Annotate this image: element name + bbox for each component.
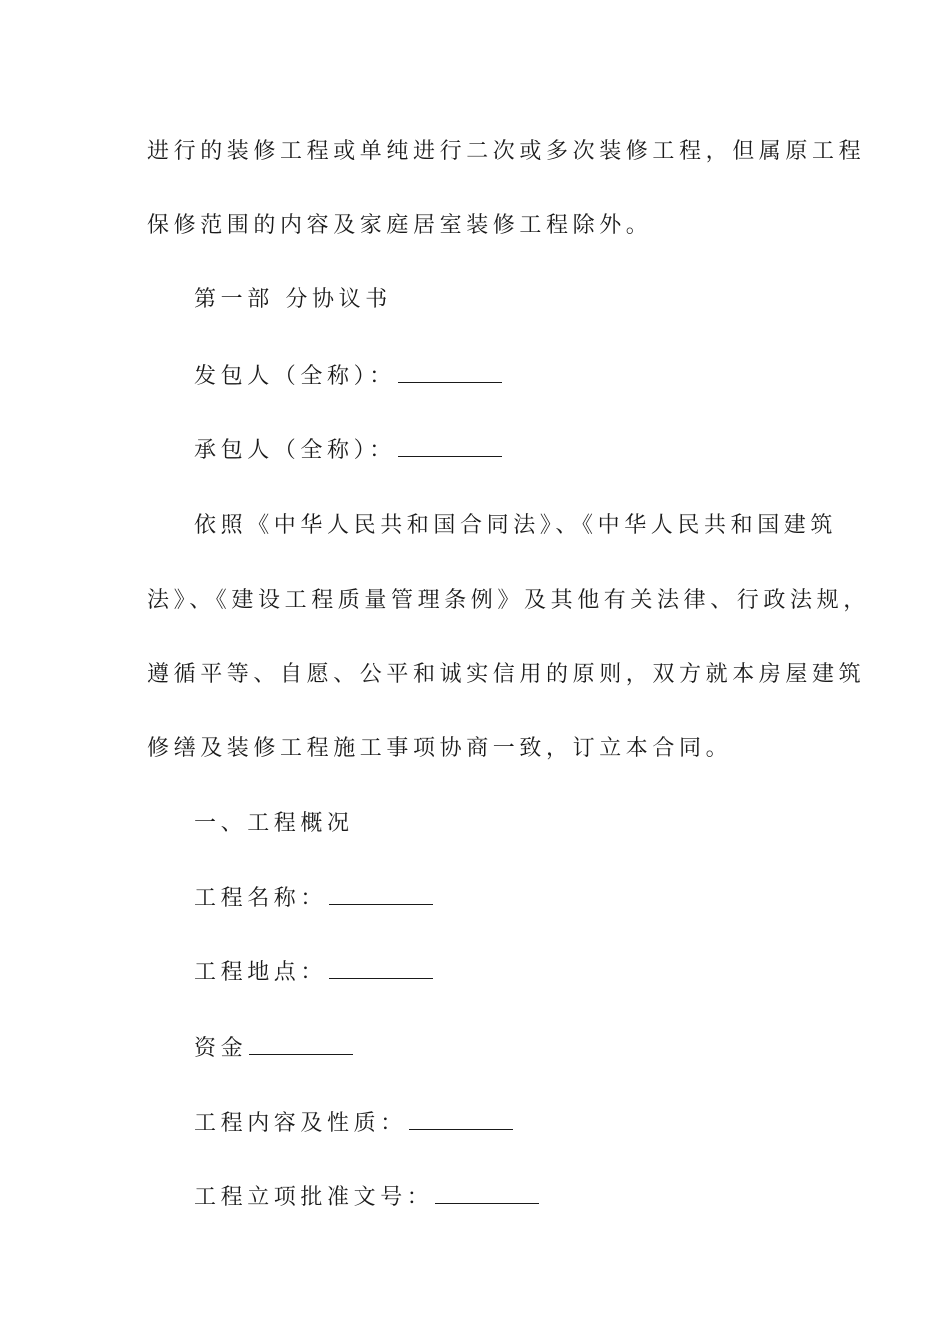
paragraph-line-2 xyxy=(147,211,837,241)
field-project-location xyxy=(194,958,884,988)
text: 遵循平等、自愿、公平和诚实信用的原则，双方就本房屋建筑 xyxy=(147,662,866,687)
text: 依照《中华人民共和国合同法》、《中华人民共和国建筑 xyxy=(194,513,838,538)
paragraph-line-1 xyxy=(147,137,866,167)
text: 进行的装修工程或单纯进行二次或多次装修工程，但属原工程 xyxy=(147,139,866,164)
text: 保修范围的内容及家庭居室装修工程除外。 xyxy=(147,213,653,238)
field-label: 工程立项批准文号： xyxy=(194,1185,434,1210)
section-heading-overview xyxy=(194,809,884,839)
field-label: 工程地点： xyxy=(194,960,328,985)
field-label: 工程名称： xyxy=(194,886,328,911)
field-label: 发包人（全称）： xyxy=(194,364,396,389)
text: 法》、《建设工程质量管理条例》及其他有关法律、行政法规， xyxy=(147,588,870,613)
section-heading-part-one xyxy=(194,285,884,315)
text: 第一部 分协议书 xyxy=(194,287,392,312)
approval-number-blank xyxy=(435,1183,539,1204)
project-location-blank xyxy=(329,958,433,979)
field-contractor xyxy=(194,436,884,466)
field-project-content xyxy=(194,1109,884,1139)
field-label: 承包人（全称）： xyxy=(194,438,396,463)
funding-blank xyxy=(249,1034,353,1055)
project-name-blank xyxy=(329,884,433,905)
field-label: 资金 xyxy=(194,1036,248,1061)
field-funding xyxy=(194,1034,884,1064)
employer-blank xyxy=(398,362,502,383)
field-label: 工程内容及性质： xyxy=(194,1111,407,1136)
paragraph-line-8 xyxy=(147,660,866,690)
text: 修缮及装修工程施工事项协商一致，订立本合同。 xyxy=(147,736,733,761)
contractor-blank xyxy=(398,436,502,457)
field-employer xyxy=(194,362,884,392)
paragraph-line-9 xyxy=(147,734,837,764)
text: 一、工程概况 xyxy=(194,811,354,836)
paragraph-line-7 xyxy=(147,586,870,616)
project-content-blank xyxy=(409,1109,513,1130)
field-approval-number xyxy=(194,1183,884,1213)
field-project-name xyxy=(194,884,884,914)
paragraph-line-6 xyxy=(194,511,884,541)
